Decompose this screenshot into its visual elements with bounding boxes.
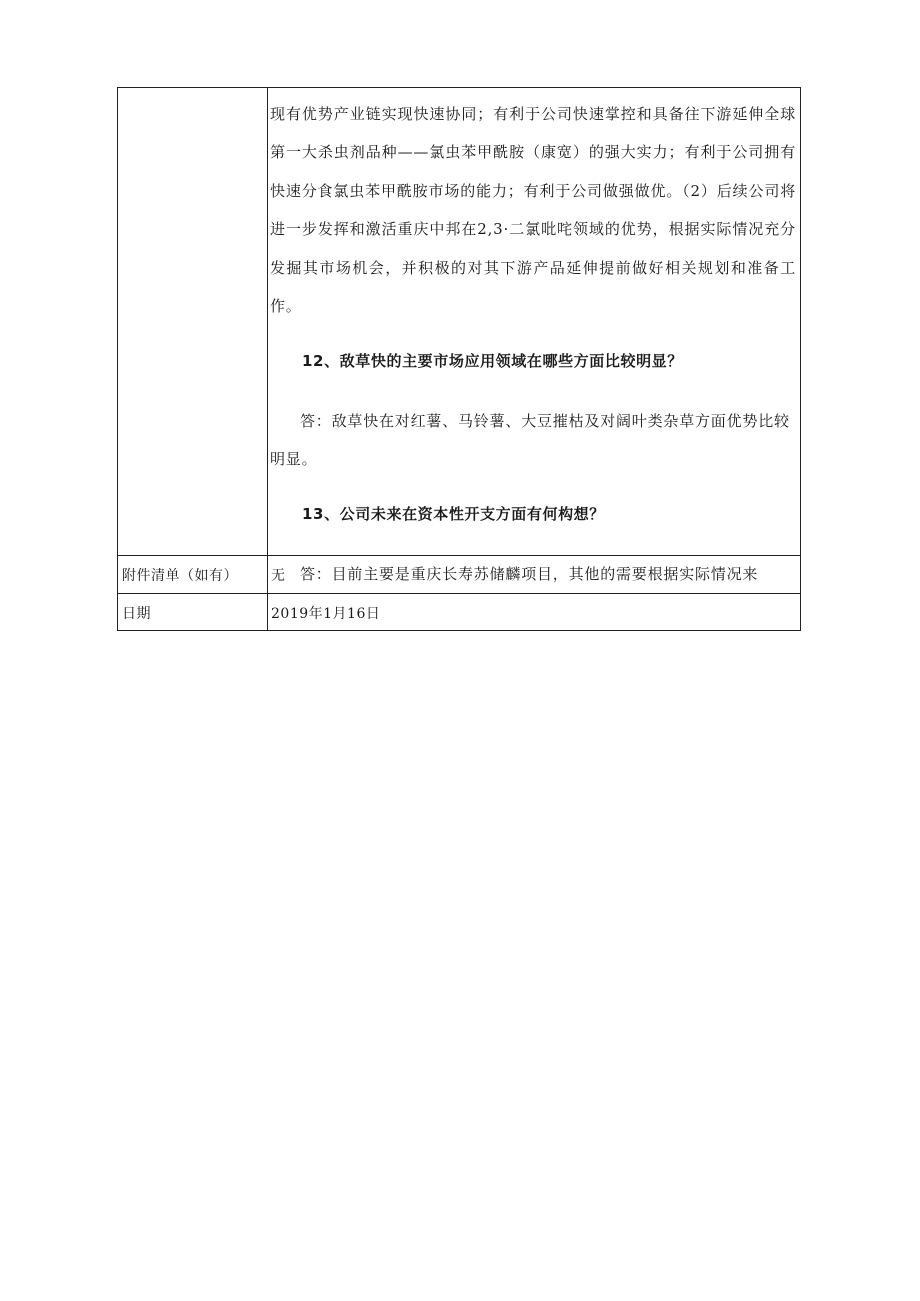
attachment-value: 无 [271,568,286,584]
row-divider [118,593,800,594]
question-12: 12、敌草快的主要市场应用领域在哪些方面比较明显？ [302,352,683,371]
answer-12: 答：敌草快在对红薯、马铃薯、大豆摧枯及对阔叶类杂草方面优势比较明显。 [270,412,790,469]
date-label: 日期 [122,606,151,622]
question-13: 13、公司未来在资本性开支方面有何构想？ [302,505,605,524]
body-paragraph: 现有优势产业链实现快速协同；有利于公司快速掌控和具备往下游延伸全球第一大杀虫剂品种——氯虫苯甲酰胺（康宽）的强大实力；有利于公司拥有快速分食氯虫苯甲酰胺市场的能力；有利于公司做强做优。（2）后续公司将进一步发挥和激活重庆中邦在2,3·二氯吡咤领域的优势，根据实际情况充分发掘其市场机会，并积极的对其下游产品延伸提前做好相关规划和准备工作。 [270,105,796,316]
info-table [117,87,801,631]
date-value: 2019年1月16日 [271,606,381,622]
attachment-label: 附件清单（如有） [122,568,238,584]
answer-13: 答：目前主要是重庆长寿苏储麟项目，其他的需要根据实际情况来 [300,565,759,584]
content-cell [268,88,800,584]
row-divider [118,555,800,556]
